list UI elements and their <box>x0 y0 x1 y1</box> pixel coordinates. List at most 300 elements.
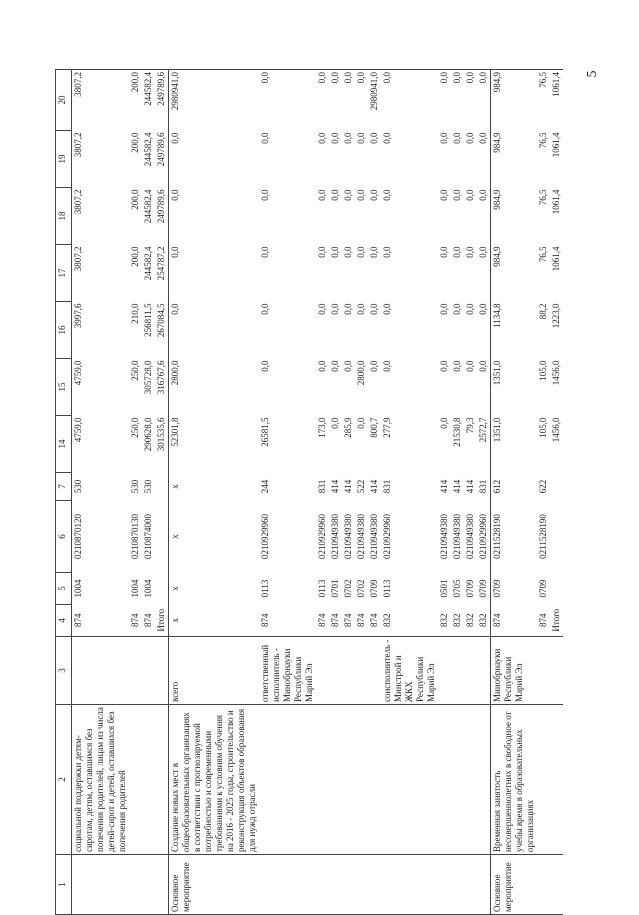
cell-amount: 0,0 <box>330 303 340 315</box>
cell-grbs: Итого <box>550 605 563 637</box>
cell-amount: 0,0 <box>356 132 366 144</box>
cell-amount: 200,0 <box>130 189 140 210</box>
cell-amount: 0,0 <box>369 303 379 315</box>
cell-amount: 0,0 <box>330 189 340 201</box>
cell-executor <box>550 637 563 705</box>
cell-vr: 831 <box>382 479 392 494</box>
cell-csr <box>550 501 563 573</box>
cell-amount: 4759,0 <box>73 417 83 443</box>
cell-vr: 622 <box>538 479 548 494</box>
cell-amount: 0,0 <box>260 360 270 372</box>
cell-name <box>477 705 491 855</box>
cell-amount: 249789,6 <box>156 189 166 224</box>
cell-type <box>477 855 491 915</box>
cell-amount: 249789,6 <box>156 132 166 167</box>
cell-grbs: 874 <box>259 605 316 637</box>
cell-amount: 0,0 <box>439 132 449 144</box>
cell-type <box>316 855 329 915</box>
cell-amount: 0,0 <box>439 189 449 201</box>
cell-executor <box>477 637 491 705</box>
cell-amount: 0,0 <box>343 246 353 258</box>
cell-amount: 0,0 <box>382 132 392 144</box>
cell-name <box>259 705 316 855</box>
cell-vr: 831 <box>478 479 488 494</box>
cell-grbs: 874 <box>72 605 130 637</box>
cell-rzpr <box>155 573 169 605</box>
cell-csr: 0210929960 <box>478 514 488 559</box>
cell-amount: 256811,5 <box>143 303 153 337</box>
cell-amount: 0,0 <box>439 246 449 258</box>
cell-rzpr: 0705 <box>452 579 462 598</box>
cell-amount: 0,0 <box>343 189 353 201</box>
table-row <box>329 70 342 915</box>
cell-amount: 0,0 <box>381 70 438 131</box>
cell-amount: 277,9 <box>382 417 392 438</box>
table-row <box>142 70 155 915</box>
cell-amount: 1134,8 <box>491 302 538 359</box>
cell-amount: 1061,4 <box>550 70 563 131</box>
header-cell: 15 <box>56 359 72 416</box>
cell-grbs: 832 <box>477 605 491 637</box>
cell-amount: 173,0 <box>317 417 327 438</box>
cell-rzpr: 0702 <box>356 579 366 598</box>
cell-csr: 0210949380 <box>369 514 379 559</box>
cell-amount: 0,0 <box>330 132 340 144</box>
cell-amount: 0,0 <box>317 360 327 372</box>
cell-amount: 0,0 <box>317 189 327 201</box>
cell-type <box>381 855 438 915</box>
table-row <box>155 70 169 915</box>
table-row <box>72 70 130 915</box>
cell-amount: 2572,7 <box>478 417 488 443</box>
cell-grbs: х <box>169 605 260 637</box>
header-cell: 14 <box>56 416 72 473</box>
cell-grbs: 832 <box>438 605 451 637</box>
cell-amount: 267084,5 <box>156 303 166 338</box>
cell-name <box>155 705 169 855</box>
cell-amount: 0,0 <box>451 70 464 131</box>
cell-amount: 0,0 <box>369 246 379 258</box>
cell-amount: 88,2 <box>538 303 548 320</box>
cell-amount: 0,0 <box>330 417 340 429</box>
cell-rzpr: 0702 <box>343 579 353 598</box>
cell-amount: 105,0 <box>538 417 548 438</box>
cell-executor: всего <box>169 637 260 705</box>
cell-amount: 21530,8 <box>452 417 462 447</box>
cell-amount: 0,0 <box>439 360 449 372</box>
cell-name: Создание новых мест в общеобразовательных организациях в соответствии с прогнозируемой потребностью и современными требованиями к условиям обучения на 2016 - 2025 годы, строительство и реконструкция объектов образования для нужд отрасли <box>169 705 260 855</box>
cell-csr: 0210949380 <box>330 514 340 559</box>
cell-amount: 3807,2 <box>73 132 83 158</box>
cell-type: Основное мероприятие <box>169 855 260 915</box>
cell-vr: 530 <box>73 479 83 494</box>
cell-csr: 0210929960 <box>260 514 270 559</box>
cell-executor <box>72 637 130 705</box>
cell-amount: 301535,6 <box>156 417 166 452</box>
cell-amount: 0,0 <box>439 303 449 315</box>
table-row <box>464 70 477 915</box>
cell-amount: 76,5 <box>538 132 548 149</box>
cell-rzpr: 0113 <box>317 579 327 598</box>
cell-csr: 0210870130 <box>130 514 140 559</box>
header-cell: 4 <box>56 605 72 637</box>
cell-amount: 0,0 <box>465 303 475 315</box>
cell-amount: 0,0 <box>169 188 260 245</box>
cell-type <box>155 855 169 915</box>
cell-csr: 0210949380 <box>465 514 475 559</box>
cell-amount: 1351,0 <box>491 359 538 416</box>
cell-type: Основное мероприятие <box>491 855 538 915</box>
cell-amount: 1351,0 <box>491 416 538 473</box>
header-cell: 2 <box>56 705 72 855</box>
cell-amount: 105,0 <box>538 360 548 381</box>
table-row <box>537 70 550 915</box>
header-cell: 16 <box>56 302 72 359</box>
cell-executor <box>329 637 342 705</box>
cell-amount: 0,0 <box>465 132 475 144</box>
cell-vr: 414 <box>369 479 379 494</box>
cell-amount: 0,0 <box>356 189 366 201</box>
cell-amount: 0,0 <box>330 246 340 258</box>
table-row <box>342 70 355 915</box>
cell-amount: 0,0 <box>465 246 475 258</box>
cell-amount: 250,0 <box>130 417 140 438</box>
cell-grbs: 874 <box>129 605 142 637</box>
cell-amount: 3807,2 <box>73 189 83 215</box>
cell-executor: Минобрнауки Республики Марий Эл <box>491 637 538 705</box>
cell-amount: 2800,0 <box>169 359 260 416</box>
cell-name <box>342 705 355 855</box>
cell-name <box>550 705 563 855</box>
cell-amount: 800,7 <box>369 417 379 438</box>
cell-name <box>381 705 438 855</box>
cell-amount: 0,0 <box>465 360 475 372</box>
cell-grbs: 874 <box>355 605 368 637</box>
cell-amount: 0,0 <box>382 303 392 315</box>
cell-csr <box>155 501 169 573</box>
cell-executor <box>129 637 142 705</box>
cell-amount: 0,0 <box>369 189 379 201</box>
cell-grbs: 874 <box>368 605 381 637</box>
cell-amount: 1223,0 <box>551 303 561 329</box>
cell-name <box>451 705 464 855</box>
cell-amount: 0,0 <box>464 70 477 131</box>
cell-rzpr: 0113 <box>260 579 270 598</box>
cell-amount: 0,0 <box>438 70 451 131</box>
cell-rzpr: 0709 <box>491 573 538 605</box>
cell-amount: 0,0 <box>452 189 462 201</box>
cell-type <box>550 855 563 915</box>
cell-amount: 1456,0 <box>551 360 561 386</box>
cell-amount: 0,0 <box>382 360 392 372</box>
rotated-table-frame <box>55 70 561 915</box>
cell-rzpr: 0709 <box>538 579 548 598</box>
cell-amount: 1061,4 <box>551 189 561 215</box>
cell-executor <box>537 637 550 705</box>
cell-amount: 285,9 <box>343 417 353 438</box>
cell-amount: 0,0 <box>342 70 355 131</box>
header-cell: 7 <box>56 473 72 501</box>
cell-grbs: 874 <box>342 605 355 637</box>
cell-amount: 0,0 <box>478 360 488 372</box>
cell-amount: 210,0 <box>130 303 140 324</box>
cell-amount: 254787,2 <box>156 246 166 281</box>
cell-executor <box>464 637 477 705</box>
table-viewport <box>55 70 561 915</box>
cell-amount: 76,5 <box>537 70 550 131</box>
cell-type <box>142 855 155 915</box>
cell-amount: 0,0 <box>343 132 353 144</box>
cell-type <box>438 855 451 915</box>
cell-amount: 1061,4 <box>551 246 561 272</box>
cell-vr <box>155 473 169 501</box>
cell-name <box>368 705 381 855</box>
cell-amount: 0,0 <box>478 246 488 258</box>
cell-amount: 0,0 <box>330 360 340 372</box>
cell-amount: 0,0 <box>356 417 366 429</box>
table-row <box>451 70 464 915</box>
cell-type <box>464 855 477 915</box>
cell-rzpr <box>550 573 563 605</box>
cell-rzpr: 0709 <box>369 579 379 598</box>
cell-amount: 0,0 <box>317 132 327 144</box>
cell-type <box>368 855 381 915</box>
header-row <box>56 70 72 915</box>
table-row <box>438 70 451 915</box>
cell-name <box>316 705 329 855</box>
cell-amount: 984,9 <box>491 131 538 188</box>
cell-rzpr: 1004 <box>73 579 83 598</box>
cell-rzpr: 0501 <box>439 579 449 598</box>
cell-amount: 0,0 <box>169 245 260 302</box>
cell-amount: 200,0 <box>130 246 140 267</box>
cell-amount: 0,0 <box>329 70 342 131</box>
header-cell: 17 <box>56 245 72 302</box>
cell-vr: 612 <box>491 473 538 501</box>
table-row <box>169 70 260 915</box>
cell-amount: 984,9 <box>491 70 538 131</box>
header-cell: 3 <box>56 637 72 705</box>
cell-rzpr: 1004 <box>143 579 153 598</box>
cell-amount: 1061,4 <box>551 132 561 158</box>
cell-amount: 244582,4 <box>143 189 153 224</box>
cell-amount: 1456,0 <box>551 417 561 443</box>
cell-amount: 244582,4 <box>143 246 153 281</box>
table-row <box>381 70 438 915</box>
cell-grbs: Итого <box>155 605 169 637</box>
cell-amount: 0,0 <box>260 246 270 258</box>
cell-amount: 0,0 <box>316 70 329 131</box>
cell-amount: 26581,5 <box>260 417 270 447</box>
cell-grbs: 874 <box>537 605 550 637</box>
cell-rzpr: 0701 <box>330 579 340 598</box>
page-number: 5 <box>585 70 600 78</box>
cell-amount: 2980941,0 <box>368 70 381 131</box>
cell-amount: 0,0 <box>478 303 488 315</box>
cell-amount: 0,0 <box>382 246 392 258</box>
cell-name <box>438 705 451 855</box>
cell-name <box>129 705 142 855</box>
cell-csr: 0210949380 <box>452 514 462 559</box>
header-cell: 18 <box>56 188 72 245</box>
cell-csr: 0211528190 <box>491 501 538 573</box>
cell-amount: 0,0 <box>478 132 488 144</box>
cell-amount: 79,3 <box>465 417 475 434</box>
cell-vr: 522 <box>356 479 366 494</box>
cell-name: социальной поддержки детям-сиротам, детям, оставшимся без попечения родителей, лицам из числа детей-сирот и детей, оставшихся без попечения родителей <box>72 705 130 855</box>
cell-amount: 0,0 <box>260 132 270 144</box>
cell-grbs: 874 <box>491 605 538 637</box>
cell-grbs: 874 <box>142 605 155 637</box>
cell-amount: 0,0 <box>477 70 491 131</box>
cell-amount: 0,0 <box>317 246 327 258</box>
cell-type <box>451 855 464 915</box>
cell-name <box>355 705 368 855</box>
cell-amount: 0,0 <box>343 360 353 372</box>
cell-grbs: 832 <box>381 605 438 637</box>
cell-amount: 76,5 <box>538 246 548 263</box>
cell-amount: 0,0 <box>356 246 366 258</box>
cell-executor: соисполнитель - Минстрой и ЖКХ Республики Марий Эл <box>381 637 438 705</box>
cell-vr: 414 <box>452 479 462 494</box>
cell-amount: 984,9 <box>491 188 538 245</box>
cell-name <box>537 705 550 855</box>
cell-amount: 0,0 <box>369 132 379 144</box>
cell-name: Временная занятость несовершеннолетних в свободное от учебы время в образовательных организациях <box>491 705 538 855</box>
cell-amount: 244582,4 <box>142 70 155 131</box>
header-cell: 19 <box>56 131 72 188</box>
cell-amount: 0,0 <box>465 189 475 201</box>
table-row <box>129 70 142 915</box>
cell-amount: 0,0 <box>169 131 260 188</box>
cell-csr: 0210929960 <box>382 514 392 559</box>
cell-amount: 0,0 <box>452 360 462 372</box>
cell-amount: 249789,6 <box>155 70 169 131</box>
cell-name <box>329 705 342 855</box>
cell-vr <box>550 473 563 501</box>
cell-amount: 0,0 <box>169 302 260 359</box>
header-cell: 1 <box>56 855 72 915</box>
cell-csr: 0210949380 <box>343 514 353 559</box>
cell-csr: 0210929960 <box>317 514 327 559</box>
table-row <box>259 70 316 915</box>
cell-vr: х <box>169 473 260 501</box>
cell-amount: 0,0 <box>343 303 353 315</box>
table-row <box>355 70 368 915</box>
cell-name <box>464 705 477 855</box>
cell-type <box>355 855 368 915</box>
cell-rzpr: х <box>169 573 260 605</box>
cell-csr: 0210874000 <box>143 514 153 559</box>
header-cell: 20 <box>56 70 72 131</box>
cell-amount: 0,0 <box>259 70 316 131</box>
cell-rzpr: 0113 <box>382 579 392 598</box>
cell-vr: 414 <box>330 479 340 494</box>
cell-amount: 0,0 <box>478 189 488 201</box>
cell-type <box>342 855 355 915</box>
cell-type <box>329 855 342 915</box>
cell-csr: 0210870120 <box>73 514 83 559</box>
cell-vr: 831 <box>317 479 327 494</box>
table-row <box>368 70 381 915</box>
cell-type <box>537 855 550 915</box>
cell-grbs: 874 <box>316 605 329 637</box>
cell-rzpr: 0709 <box>478 579 488 598</box>
cell-amount: 3807,2 <box>72 70 130 131</box>
cell-name <box>142 705 155 855</box>
cell-amount: 0,0 <box>452 132 462 144</box>
cell-csr: х <box>169 501 260 573</box>
cell-vr: 530 <box>130 479 140 494</box>
cell-vr: 414 <box>439 479 449 494</box>
cell-csr: 0211528190 <box>538 514 548 559</box>
cell-executor <box>451 637 464 705</box>
cell-amount: 0,0 <box>356 303 366 315</box>
cell-amount: 0,0 <box>355 70 368 131</box>
budget-table <box>55 69 563 915</box>
cell-amount: 2800,0 <box>356 360 366 386</box>
cell-type <box>259 855 316 915</box>
cell-amount: 316767,6 <box>156 360 166 395</box>
table-row <box>316 70 329 915</box>
cell-vr: 414 <box>465 479 475 494</box>
cell-vr: 530 <box>143 479 153 494</box>
cell-grbs: 832 <box>464 605 477 637</box>
cell-amount: 4759,0 <box>73 360 83 386</box>
cell-executor <box>368 637 381 705</box>
header-cell: 6 <box>56 501 72 573</box>
cell-grbs: 874 <box>329 605 342 637</box>
cell-amount: 2980941,0 <box>169 70 260 131</box>
cell-executor <box>342 637 355 705</box>
cell-amount: 76,5 <box>538 189 548 206</box>
cell-csr: 0210949380 <box>439 514 449 559</box>
cell-executor <box>155 637 169 705</box>
cell-rzpr: 0709 <box>465 579 475 598</box>
cell-amount: 250,0 <box>130 360 140 381</box>
table-row <box>477 70 491 915</box>
cell-type <box>72 855 130 915</box>
cell-executor <box>142 637 155 705</box>
cell-amount: 0,0 <box>452 303 462 315</box>
cell-vr: 414 <box>343 479 353 494</box>
cell-amount: 200,0 <box>130 132 140 153</box>
cell-amount: 200,0 <box>129 70 142 131</box>
cell-amount: 305728,0 <box>143 360 153 395</box>
header-cell: 5 <box>56 573 72 605</box>
table-row <box>550 70 563 915</box>
cell-type <box>129 855 142 915</box>
cell-grbs: 832 <box>451 605 464 637</box>
cell-amount: 244582,4 <box>143 132 153 167</box>
table-row <box>491 70 538 915</box>
cell-amount: 0,0 <box>439 417 449 429</box>
cell-amount: 3997,6 <box>73 303 83 329</box>
cell-executor <box>316 637 329 705</box>
cell-rzpr: 1004 <box>130 579 140 598</box>
cell-vr: 244 <box>260 479 270 494</box>
cell-amount: 0,0 <box>260 303 270 315</box>
cell-amount: 0,0 <box>369 360 379 372</box>
cell-executor <box>355 637 368 705</box>
cell-amount: 0,0 <box>260 189 270 201</box>
cell-amount: 0,0 <box>452 246 462 258</box>
cell-amount: 0,0 <box>317 303 327 315</box>
cell-amount: 3807,2 <box>73 246 83 272</box>
cell-amount: 984,9 <box>491 245 538 302</box>
cell-amount: 52301,8 <box>169 416 260 473</box>
cell-amount: 290628,0 <box>143 417 153 452</box>
